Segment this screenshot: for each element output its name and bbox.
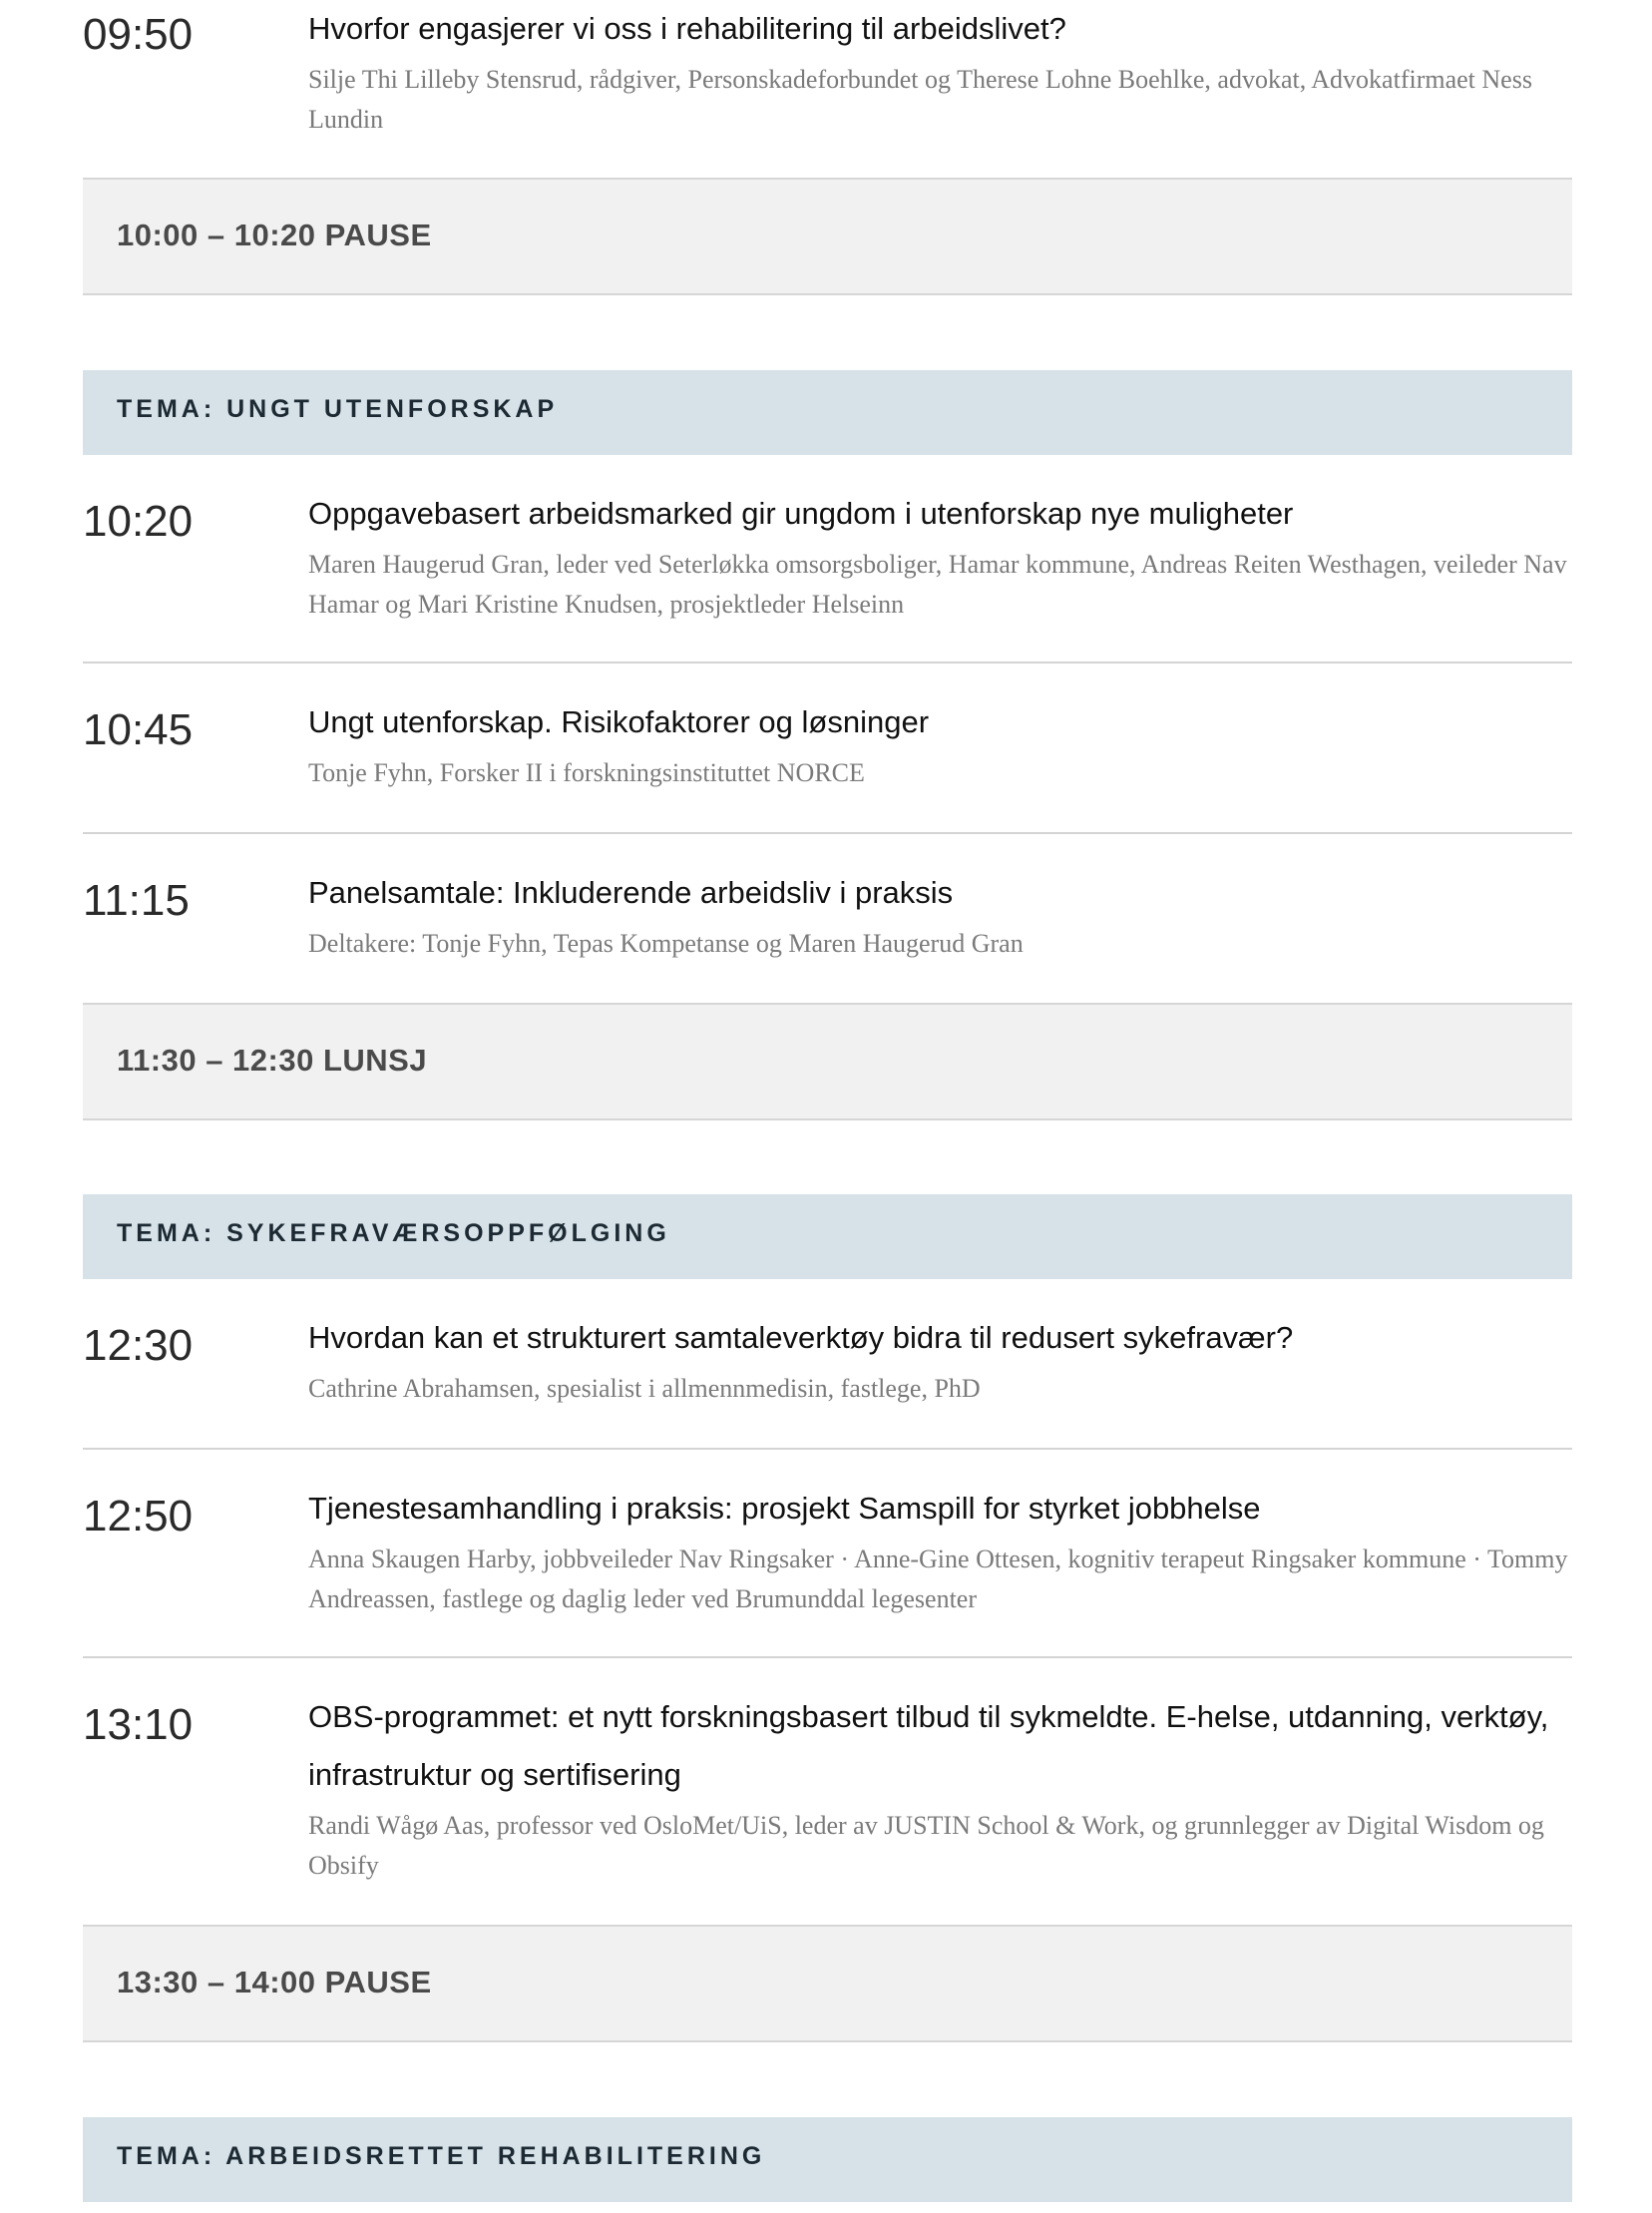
item-title: Panelsamtale: Inkluderende arbeidsliv i praksis <box>308 875 954 910</box>
item-content <box>308 1309 1572 1409</box>
item-content <box>308 0 1572 140</box>
item-speakers: Deltakere: Tonje Fyhn, Tepas Kompetanse og Maren Haugerud Gran <box>308 929 1024 958</box>
agenda-item <box>83 664 1572 834</box>
item-time: 13:10 <box>83 1700 194 1749</box>
break-bar <box>83 1003 1572 1120</box>
agenda-item <box>83 1450 1572 1658</box>
item-title: Oppgavebasert arbeidsmarked gir ungdom i utenforskap nye muligheter <box>308 496 1294 531</box>
item-title: OBS-programmet: et nytt forskningsbasert tilbud til sykmeldte. E-helse, utdanning, verktøy, infrastruktur og sertifisering <box>308 1699 1549 1792</box>
theme-header <box>83 1194 1572 1279</box>
item-speakers: Cathrine Abrahamsen, spesialist i allmennmedisin, fastlege, PhD <box>308 1374 981 1403</box>
item-title: Tjenestesamhandling i praksis: prosjekt Samspill for styrket jobbhelse <box>308 1491 1261 1526</box>
break-label: 13:30 – 14:00 PAUSE <box>117 1965 432 1999</box>
item-time: 10:45 <box>83 705 194 754</box>
theme-label: TEMA: ARBEIDSRETTET REHABILITERING <box>117 2142 766 2170</box>
theme-header <box>83 370 1572 455</box>
break-bar <box>83 178 1572 295</box>
break-label: 10:00 – 10:20 PAUSE <box>117 218 432 252</box>
item-content <box>308 864 1572 964</box>
item-time: 10:20 <box>83 497 194 546</box>
item-content <box>308 693 1572 793</box>
agenda-item <box>83 1279 1572 1450</box>
item-content <box>308 1480 1572 1619</box>
item-speakers: Randi Wågø Aas, professor ved OsloMet/UiS, leder av JUSTIN School & Work, og grunnlegger av Digital Wisdom og Obsify <box>308 1811 1544 1880</box>
agenda-item <box>83 834 1572 1005</box>
break-label: 11:30 – 12:30 LUNSJ <box>117 1043 428 1078</box>
break-bar <box>83 1925 1572 2042</box>
item-speakers: Anna Skaugen Harby, jobbveileder Nav Ringsaker · Anne-Gine Ottesen, kognitiv terapeut Ringsaker kommune · Tommy Andreassen, fastlege og daglig leder ved Brumunddal legesenter <box>308 1545 1568 1613</box>
theme-label: TEMA: UNGT UTENFORSKAP <box>117 395 559 423</box>
item-speakers: Tonje Fyhn, Forsker II i forskningsinstituttet NORCE <box>308 758 865 787</box>
item-time: 12:30 <box>83 1321 194 1370</box>
theme-header <box>83 2117 1572 2202</box>
theme-label: TEMA: SYKEFRAVÆRSOPPFØLGING <box>117 1219 670 1247</box>
item-time: 12:50 <box>83 1492 194 1541</box>
item-title: Ungt utenforskap. Risikofaktorer og løsninger <box>308 704 930 739</box>
item-time: 11:15 <box>83 876 190 925</box>
item-speakers: Silje Thi Lilleby Stensrud, rådgiver, Personskadeforbundet og Therese Lohne Boehlke, advokat, Advokatfirmaet Ness Lundin <box>308 65 1532 134</box>
item-content <box>308 485 1572 625</box>
agenda-item <box>83 455 1572 664</box>
item-title: Hvorfor engasjerer vi oss i rehabilitering til arbeidslivet? <box>308 11 1066 46</box>
item-speakers: Maren Haugerud Gran, leder ved Seterløkka omsorgsboliger, Hamar kommune, Andreas Reiten Westhagen, veileder Nav Hamar og Mari Kristine Knudsen, prosjektleder Helseinn <box>308 550 1567 619</box>
agenda-item <box>83 1658 1572 1926</box>
item-title: Hvordan kan et strukturert samtaleverktøy bidra til redusert sykefravær? <box>308 1320 1294 1355</box>
item-time: 09:50 <box>83 10 194 59</box>
agenda-item <box>83 0 1572 180</box>
item-content <box>308 1688 1572 1886</box>
